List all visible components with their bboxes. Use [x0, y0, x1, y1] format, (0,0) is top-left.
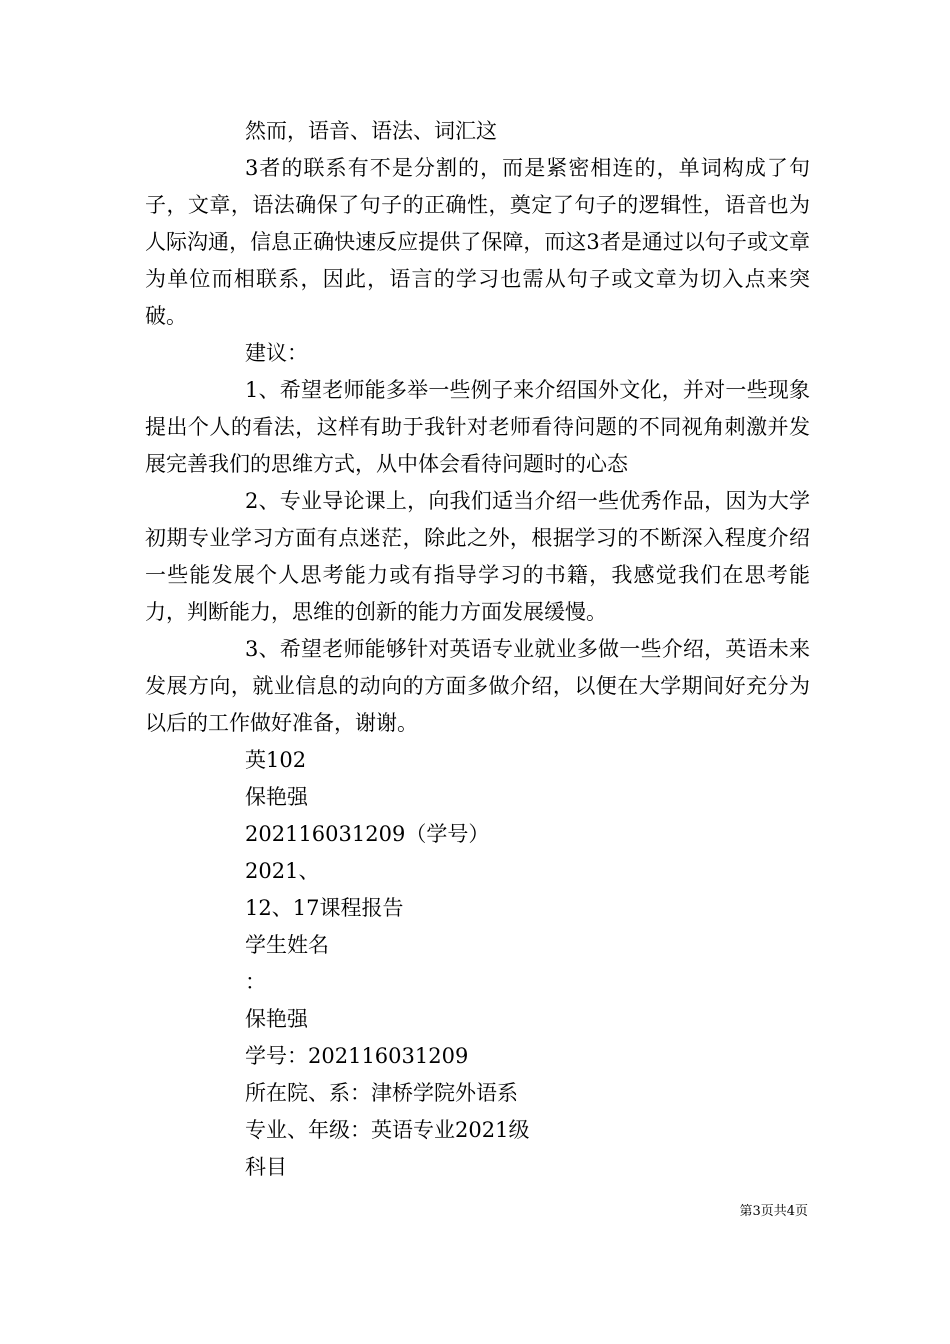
author-name-line: 保艳强: [245, 785, 308, 809]
document-body: [145, 113, 810, 1186]
student-id-line: 202116031209（学号）: [245, 822, 490, 846]
major-grade-line: 专业、年级：英语专业2021级: [245, 1118, 530, 1142]
student-number-line: 学号：202116031209: [245, 1044, 469, 1068]
paragraph-relationship: 3者的联系有不是分割的，而是紧密相连的，单词构成了句子，文章，语法确保了句子的正确性，奠定了句子的逻辑性，语音也为人际沟通，信息正确快速反应提供了保障，而这3者是通过以句子或文章为单位而相联系，因此，语言的学习也需从句子或文章为切入点来突破。: [145, 156, 810, 328]
student-name-value-line: 保艳强: [245, 1007, 308, 1031]
colon-line: ：: [245, 970, 266, 994]
date-report-title-line: 12、17课程报告: [245, 896, 404, 920]
class-name-line: 英102: [245, 748, 307, 772]
paragraph-suggestion-1: 1、希望老师能多举一些例子来介绍国外文化，并对一些现象提出个人的看法，这样有助于我针对老师看待问题的不同视角刺激并发展完善我们的思维方式，从中体会看待问题时的心态: [145, 378, 810, 476]
date-year-line: 2021、: [245, 859, 320, 883]
paragraph-suggestion-3: 3、希望老师能够针对英语专业就业多做一些介绍，英语未来发展方向，就业信息的动向的方面多做介绍，以便在大学期间好充分为以后的工作做好准备，谢谢。: [145, 637, 810, 735]
paragraph-intro: 然而，语音、语法、词汇这: [245, 119, 497, 143]
subject-line: 科目: [245, 1155, 287, 1179]
page-footer: 第3页共4页: [739, 1204, 808, 1219]
department-line: 所在院、系：津桥学院外语系: [245, 1081, 518, 1105]
student-name-label-line: 学生姓名: [245, 933, 329, 957]
paragraph-suggestion-2: 2、专业导论课上，向我们适当介绍一些优秀作品，因为大学初期专业学习方面有点迷茫，除此之外，根据学习的不断深入程度介绍一些能发展个人思考能力或有指导学习的书籍，我感觉我们在思考能力，判断能力，思维的创新的能力方面发展缓慢。: [145, 489, 810, 624]
paragraph-suggestion-heading: 建议：: [245, 341, 308, 365]
